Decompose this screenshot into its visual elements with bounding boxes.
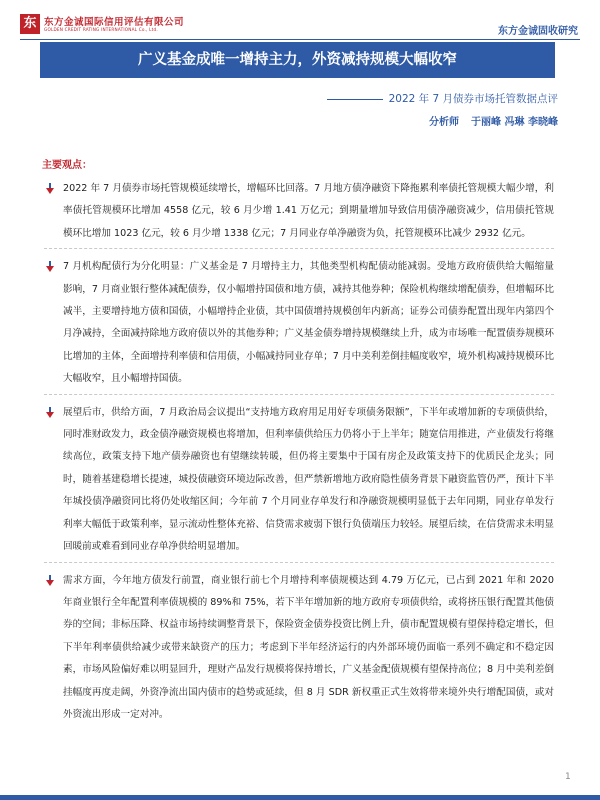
bullet-arrow-icon [46, 575, 54, 587]
footer-bar [0, 795, 600, 800]
section-heading: 主要观点： [42, 160, 92, 171]
bullet-text: 需求方面，今年地方债发行前置，商业银行前七个月增持利率债规模达到 4.79 万亿元，已占到 2021 年和 2020 年商业银行全年配置利率债规模的 89%和 75%，若下半年增加新的地方政府专项债供给，或将挤压银行配置其他债券的空间；非标压降、权益市场持续调整背景下，保险资金债券投资比例上升，债市配置规模有望保持稳定增长，但下半年利率债供给减少或带来缺资产的压力；考虑到下半年经济运行的内外部环境仍面临一系列不确定和不稳定因素，市场风险偏好难以明显回升，理财产品发行规模将保持增长，广义基金配债规模有望保持高位；8 月中美利差倒挂幅度再度走阔，外资净流出国内债市的趋势或延续，但 8 月 SDR 新权重正式生效将带来境外央行增配国债，或对外资流出形成一定对冲。 [63, 574, 554, 720]
bullet-point [44, 402, 554, 559]
page-header [0, 0, 600, 40]
report-title: 广义基金成唯一增持主力，外资减持规模大幅收窄 [40, 42, 555, 78]
logo-mark: 东 [20, 14, 40, 34]
bullet-separator [44, 562, 554, 564]
authors-names: 于丽峰 冯琳 李晓峰 [471, 117, 558, 128]
authors-role: 分析师 [429, 117, 460, 128]
org-name-en: GOLDEN CREDIT RATING INTERNATIONAL Co., Ltd. [44, 27, 158, 32]
bullet-text: 7 月机构配债行为分化明显：广义基金是 7 月增持主力，其他类型机构配债动能减弱。受地方政府债供给大幅缩量影响，7 月商业银行整体减配债券，仅小幅增持国债和地方债，减持其他券种；保险机构继续增配债券，但增幅环比减半，主要增持地方债和国债，小幅增持企业债，其中国债增持规模创年内新高；证券公司债券配置出现年内第四个月净减持，全面减持除地方政府债以外的其他券种；广义基金债券增持规模继续上升，成为市场唯一配置债券规模环比增加的主体，全面增持利率债和信用债，小幅减持同业存单；7 月中美利差倒挂幅度收窄，境外机构减持规模环比大幅收窄，且小幅增持国债。 [63, 261, 554, 385]
bullet-arrow-icon [46, 407, 54, 419]
bullet-text: 2022 年 7 月债券市场托管规模延续增长，增幅环比回落。7 月地方债净融资下降拖累利率债托管规模大幅少增，利率债托管规模环比增加 4558 亿元，较 6 月少增 1.41 万亿元；到期量增加导致信用债净融资减少，信用债托管规模环比增加 1023 亿元，较 6 月少增 1338 亿元；7 月同业存单净融资为负，托管规模环比减少 2932 亿元。 [63, 183, 554, 239]
key-points [44, 178, 554, 726]
page-number: 1 [565, 772, 571, 782]
bullet-point [44, 178, 554, 245]
research-label: 东方金诚固收研究 [498, 26, 578, 37]
subtitle-dash [327, 99, 383, 100]
bullet-arrow-icon [46, 261, 54, 273]
bullet-separator [44, 248, 554, 250]
authors-line [429, 113, 558, 128]
report-subtitle-text: 2022 年 7 月债券市场托管数据点评 [388, 93, 558, 105]
bullet-separator [44, 394, 554, 396]
bullet-text: 展望后市，供给方面，7 月政治局会议提出“支持地方政府用足用好专项债务限额”，下半年或增加新的专项债供给，同时准财政发力，政金债净融资规模也将增加，但利率债供给压力仍将小于上半年；随宽信用推进，产业债发行将继续高位，政策支持下地产债券融资也有望继续转暖，但仍将主要集中于国有房企及政策支持下的优质民企龙头；同时，随着基建稳增长提速，城投债融资环境边际改善，但严禁新增地方政府隐性债务背景下融资监管仍严，预计下半年城投债净融资同比将仍处收缩区间；今年前 7 个月同业存单发行和净融资规模明显低于去年同期，同业存单发行利率大幅低于政策利率，显示流动性整体充裕、信贷需求疲弱下银行负债端压力较轻。展望后续，在信贷需求未明显回暖前或难看到同业存单净供给明显增加。 [63, 406, 554, 553]
header-divider [20, 39, 580, 40]
bullet-arrow-icon [46, 183, 54, 195]
bullet-point [44, 570, 554, 727]
bullet-point [44, 256, 554, 390]
report-subtitle [327, 91, 558, 106]
org-name: 东方金诚国际信用评估有限公司 [44, 17, 185, 28]
